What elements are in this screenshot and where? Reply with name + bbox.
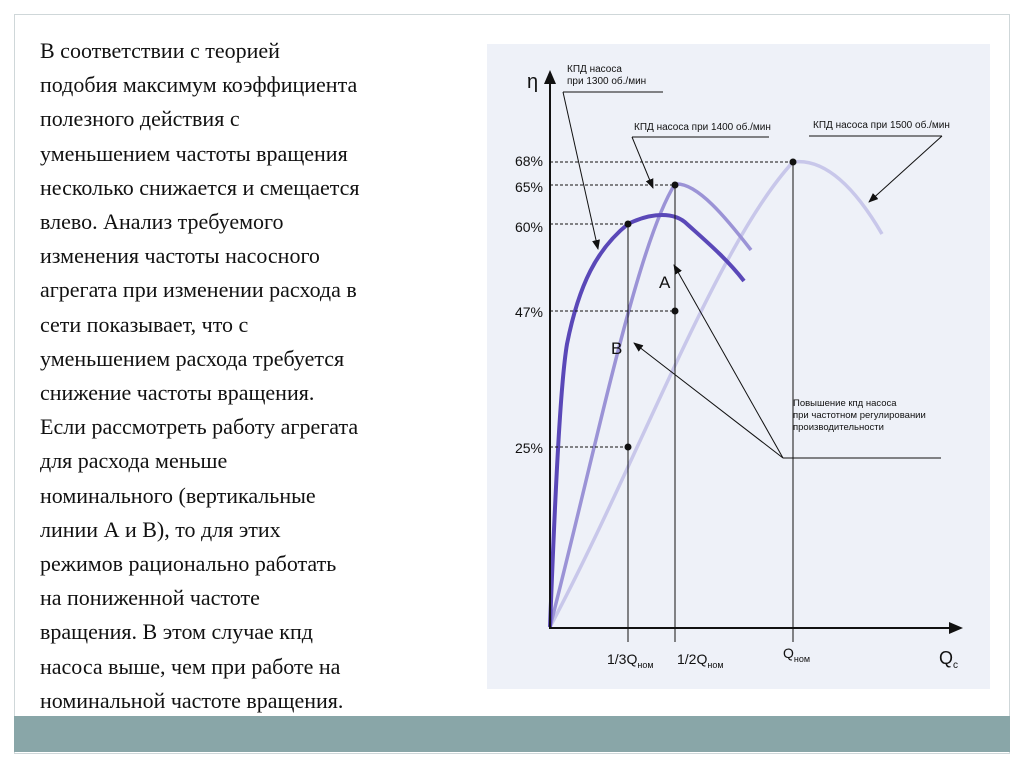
y-axis-arrow bbox=[544, 70, 556, 84]
pump-efficiency-diagram bbox=[487, 44, 990, 689]
text-line: линии А и В), то для этих bbox=[40, 516, 281, 542]
y-tick-68: 68% bbox=[514, 153, 543, 169]
body-text bbox=[40, 34, 460, 718]
text-line: уменьшением расхода требуется bbox=[40, 345, 345, 371]
y-tick-25: 25% bbox=[514, 440, 543, 456]
x-tick-half: $1/2Q_{ном}$ bbox=[677, 651, 724, 670]
x-axis-label: $Q_с$ bbox=[939, 648, 959, 671]
text-line: режимов рационально работать bbox=[40, 551, 337, 577]
text-line: влево. Анализ требуемого bbox=[40, 209, 284, 235]
y-tick-47: 47% bbox=[514, 304, 543, 320]
text-line: снижение частоты вращения. bbox=[40, 380, 315, 406]
text-line: несколько снижается и смещается bbox=[40, 174, 360, 200]
curve-1500 bbox=[550, 162, 882, 627]
text-line: подобия максимум коэффициента bbox=[40, 72, 358, 98]
text-line: Если рассмотреть работу агрегата bbox=[40, 414, 359, 440]
x-tick-third: $1/3Q_{ном}$ bbox=[607, 651, 654, 670]
note-line1: Повышение кпд насоса bbox=[793, 398, 897, 409]
text-line: для расхода меньше bbox=[40, 448, 228, 474]
label-b: В bbox=[611, 339, 623, 358]
curve-1300 bbox=[550, 215, 744, 627]
x-tick-qnom: $Q_{ном}$ bbox=[783, 645, 811, 664]
x-axis-arrow bbox=[949, 622, 963, 634]
note-line2: при частотном регулировании bbox=[793, 410, 926, 421]
arrow-1500 bbox=[869, 136, 942, 202]
diagram-svg bbox=[487, 44, 990, 689]
point-65 bbox=[672, 182, 679, 189]
label-1300-line2: при 1300 об./мин bbox=[567, 76, 647, 87]
curve-1400 bbox=[550, 184, 751, 627]
point-68 bbox=[790, 159, 797, 166]
label-1500: КПД насоса при 1500 об./мин bbox=[813, 120, 950, 131]
arrow-to-a bbox=[674, 265, 783, 458]
text-line: уменьшением частоты вращения bbox=[40, 140, 348, 166]
text-line: насоса выше, чем при работе на bbox=[40, 653, 341, 679]
point-60 bbox=[625, 221, 632, 228]
y-tick-65: 65% bbox=[514, 179, 543, 195]
text-line: В соответствии с теорией bbox=[40, 38, 280, 63]
text-line: номинального (вертикальные bbox=[40, 482, 316, 508]
text-line: номинальной частоте вращения. bbox=[40, 687, 344, 713]
y-axis-label: η bbox=[527, 71, 539, 93]
label-1300-line1: КПД насоса bbox=[567, 64, 622, 75]
text-line: на пониженной частоте bbox=[40, 585, 260, 611]
text-line: сети показывает, что с bbox=[40, 311, 249, 337]
text-line: агрегата при изменении расхода в bbox=[40, 277, 357, 303]
label-a: А bbox=[659, 273, 671, 292]
text-line: вращения. В этом случае кпд bbox=[40, 619, 313, 645]
text-line: полезного действия с bbox=[40, 106, 240, 132]
label-1400: КПД насоса при 1400 об./мин bbox=[634, 122, 771, 133]
bottom-bar bbox=[14, 716, 1010, 752]
note-line3: производительности bbox=[793, 422, 884, 433]
y-tick-60: 60% bbox=[514, 219, 543, 235]
text-line: изменения частоты насосного bbox=[40, 243, 320, 269]
point-47 bbox=[672, 308, 679, 315]
point-25 bbox=[625, 444, 632, 451]
arrow-to-b bbox=[634, 343, 783, 458]
arrow-1300 bbox=[563, 92, 598, 249]
